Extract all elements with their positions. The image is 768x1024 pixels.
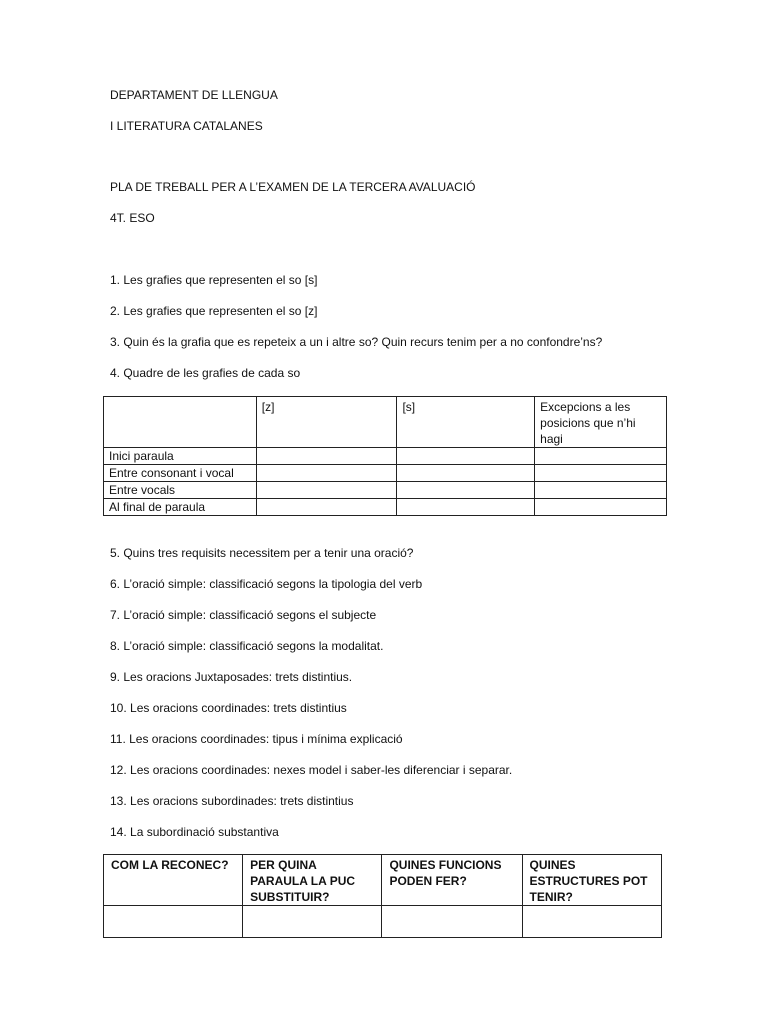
list-item: 2. Les grafies que representen el so [z] — [110, 304, 318, 318]
table-header-cell: Excepcions a les posicions que n’hi hagi — [535, 397, 667, 448]
row-label: Inici paraula — [104, 448, 257, 465]
table-cell — [104, 906, 243, 938]
table-header-cell: COM LA RECONEC? — [104, 855, 243, 906]
table-cell — [256, 465, 397, 482]
table-cell — [535, 465, 667, 482]
table-header-cell: [z] — [256, 397, 397, 448]
list-item: 9. Les oracions Juxtaposades: trets distintius. — [110, 670, 353, 684]
table-cell — [256, 448, 397, 465]
row-label: Entre consonant i vocal — [104, 465, 257, 482]
table-header-cell — [104, 397, 257, 448]
department-line-2: I LITERATURA CATALANES — [110, 119, 263, 133]
table-header-cell: PER QUINA PARAULA LA PUC SUBSTITUIR? — [243, 855, 382, 906]
table-cell — [256, 482, 397, 499]
table-cell — [397, 482, 535, 499]
table-row — [104, 448, 667, 465]
subordination-table — [103, 854, 662, 938]
table-cell — [535, 448, 667, 465]
list-item: 8. L’oració simple: classificació segons la modalitat. — [110, 639, 384, 653]
list-item: 3. Quin és la grafia que es repeteix a un i altre so? Quin recurs tenim per a no confondre’ns? — [110, 335, 603, 349]
table-header-cell: QUINES ESTRUCTURES POT TENIR? — [522, 855, 662, 906]
list-item: 11. Les oracions coordinades: tipus i mínima explicació — [110, 732, 403, 746]
table-cell — [382, 906, 522, 938]
row-label: Al final de paraula — [104, 499, 257, 516]
table-header-cell: [s] — [397, 397, 535, 448]
table-header-cell: QUINES FUNCIONS PODEN FER? — [382, 855, 522, 906]
table-cell — [522, 906, 662, 938]
table-row — [104, 499, 667, 516]
table-row — [104, 906, 662, 938]
table-row — [104, 465, 667, 482]
table-cell — [397, 499, 535, 516]
table-cell — [397, 465, 535, 482]
list-item: 4. Quadre de les grafies de cada so — [110, 366, 301, 380]
list-item: 7. L’oració simple: classificació segons el subjecte — [110, 608, 377, 622]
list-item: 10. Les oracions coordinades: trets distintius — [110, 701, 347, 715]
department-line-1: DEPARTAMENT DE LLENGUA — [110, 88, 278, 102]
list-item: 12. Les oracions coordinades: nexes model i saber-les diferenciar i separar. — [110, 763, 513, 777]
table-cell — [535, 499, 667, 516]
table-cell — [535, 482, 667, 499]
course-label: 4T. ESO — [110, 211, 155, 225]
list-item: 5. Quins tres requisits necessitem per a tenir una oració? — [110, 546, 414, 560]
table-row — [104, 482, 667, 499]
list-item: 14. La subordinació substantiva — [110, 825, 279, 839]
table-cell — [256, 499, 397, 516]
row-label: Entre vocals — [104, 482, 257, 499]
sound-graphemes-table — [103, 396, 667, 516]
table-cell — [397, 448, 535, 465]
list-item: 1. Les grafies que representen el so [s] — [110, 273, 318, 287]
table-header-row — [104, 397, 667, 448]
plan-title: PLA DE TREBALL PER A L’EXAMEN DE LA TERCERA AVALUACIÓ — [110, 180, 476, 194]
table-header-row — [104, 855, 662, 906]
list-item: 6. L’oració simple: classificació segons la tipologia del verb — [110, 577, 423, 591]
table-cell — [243, 906, 382, 938]
list-item: 13. Les oracions subordinades: trets distintius — [110, 794, 354, 808]
